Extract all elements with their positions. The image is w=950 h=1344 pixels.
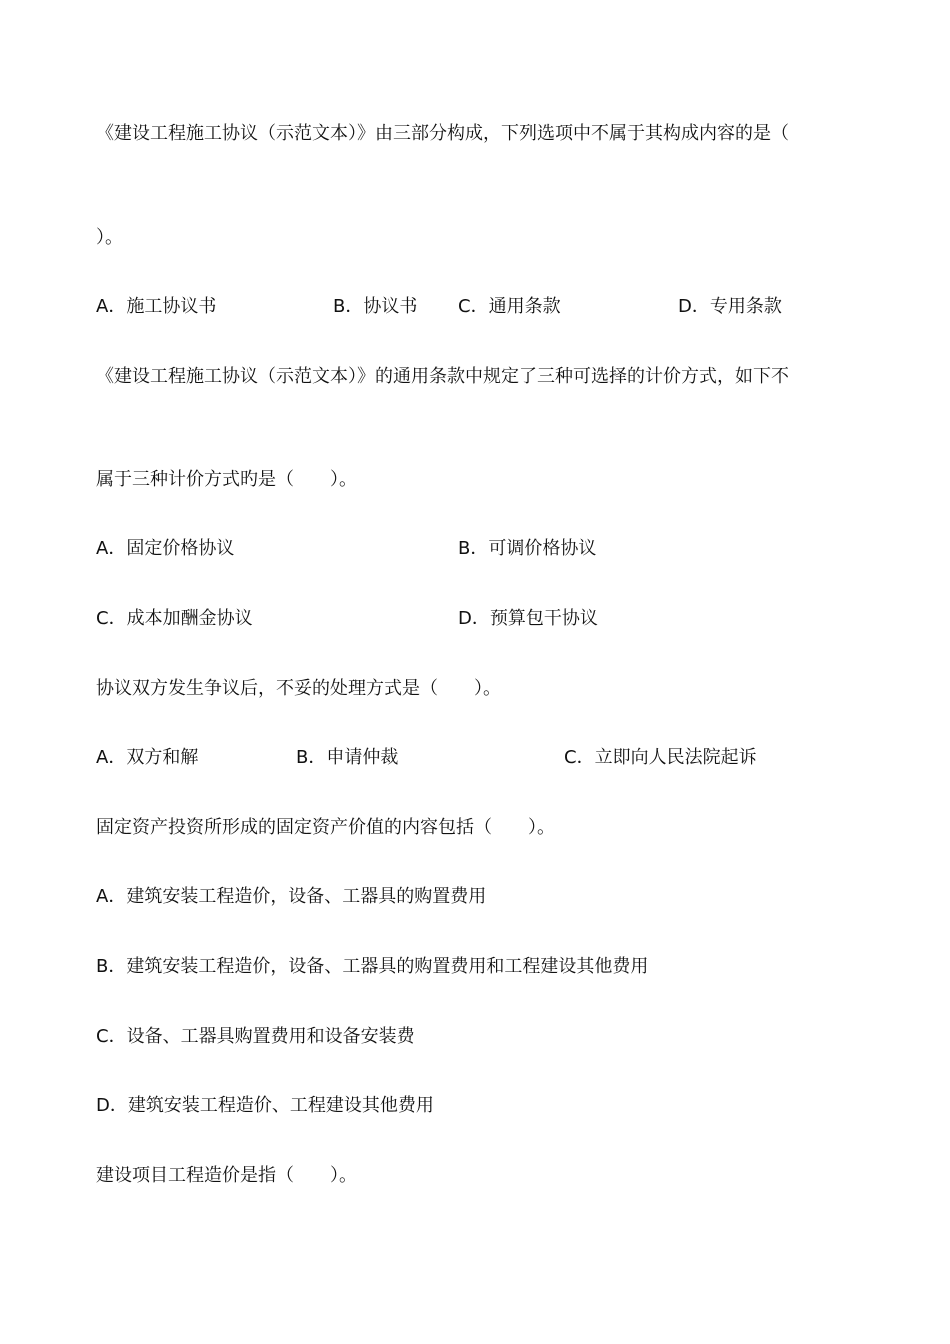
question-5-stem: 建设项目工程造价是指（ ）。 — [96, 1165, 357, 1186]
question-3-option-b: B．申请仲裁 — [296, 747, 399, 768]
question-1-option-a: A．施工协议书 — [96, 296, 217, 317]
question-2-stem-line-1: 《建设工程施工协议（示范文本）》的通用条款中规定了三种可选择的计价方式，如下不 — [96, 366, 789, 387]
question-1-option-d: D．专用条款 — [678, 296, 782, 317]
question-2-option-b: B．可调价格协议 — [458, 538, 597, 559]
question-1-option-b: B．协议书 — [333, 296, 418, 317]
question-1-stem-line-1: 《建设工程施工协议（示范文本）》由三部分构成，下列选项中不属于其构成内容的是（ — [96, 123, 789, 144]
question-1-stem-line-2: ）。 — [96, 227, 123, 248]
question-3-stem: 协议双方发生争议后，不妥的处理方式是（ ）。 — [96, 678, 501, 699]
question-1-option-c: C．通用条款 — [458, 296, 561, 317]
question-3-option-a: A．双方和解 — [96, 747, 199, 768]
question-4-option-a: A．建筑安装工程造价，设备、工器具的购置费用 — [96, 886, 487, 907]
question-2-option-c: C．成本加酬金协议 — [96, 608, 253, 629]
question-4-stem: 固定资产投资所形成的固定资产价值的内容包括（ ）。 — [96, 817, 555, 838]
question-2-option-d: D．预算包干协议 — [458, 608, 598, 629]
question-2-stem-line-2: 属于三种计价方式旳是（ ）。 — [96, 469, 357, 490]
question-4-option-c: C．设备、工器具购置费用和设备安装费 — [96, 1026, 415, 1047]
question-4-option-b: B．建筑安装工程造价，设备、工器具的购置费用和工程建设其他费用 — [96, 956, 649, 977]
question-4-option-d: D．建筑安装工程造价、工程建设其他费用 — [96, 1095, 434, 1116]
question-3-option-c: C．立即向人民法院起诉 — [564, 747, 757, 768]
question-2-option-a: A．固定价格协议 — [96, 538, 235, 559]
